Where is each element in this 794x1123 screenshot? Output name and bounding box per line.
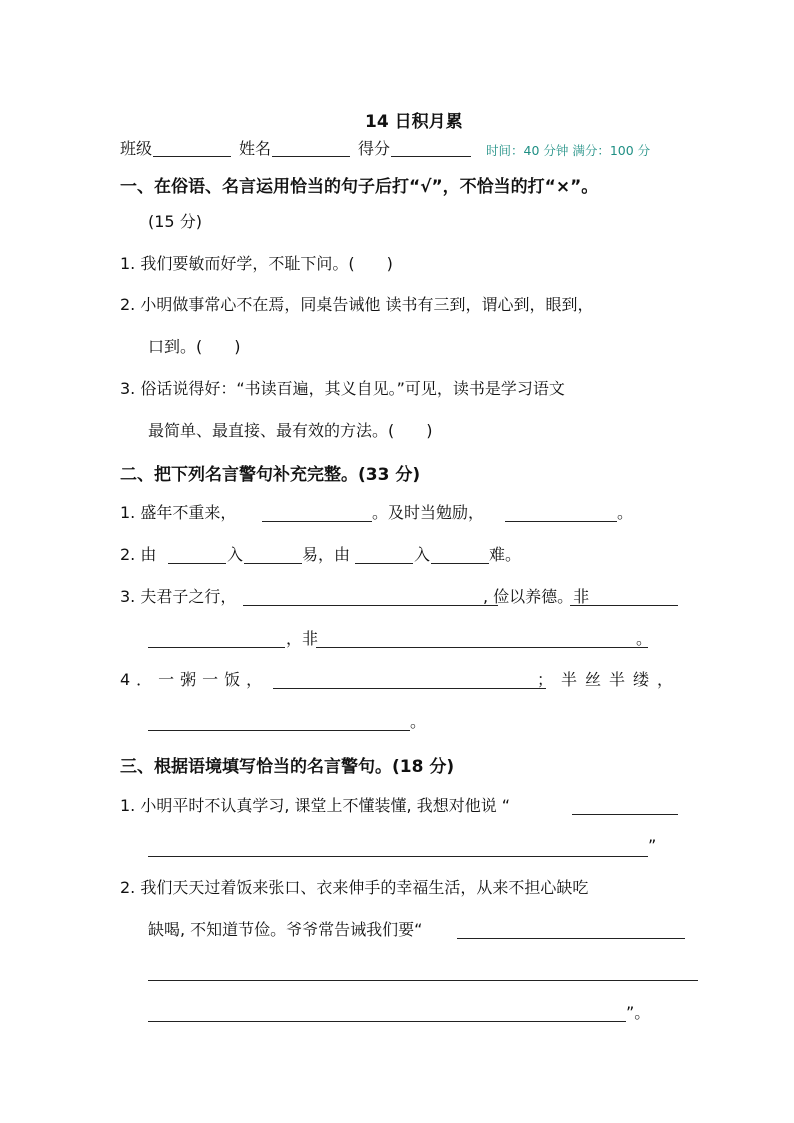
page-title: 14 日积月累 [365, 112, 463, 132]
section2-q1-blank1[interactable] [262, 521, 372, 522]
section2-q1-c: 。 [617, 503, 634, 522]
section3-q2-blank3[interactable] [148, 1021, 626, 1022]
section3-q2-line2: 缺喝, 不知道节俭。爷爷常告诫我们要“ [148, 920, 423, 939]
section2-q4-b: ；半丝半缕， [537, 670, 682, 689]
score-label: 得分 [358, 139, 391, 158]
section2-q4-c: 。 [410, 712, 427, 731]
section2-q2-c: 易，由 [302, 545, 351, 564]
section2-q4-blank2[interactable] [148, 730, 410, 731]
name-blank[interactable] [272, 156, 350, 157]
section3-q2-blank2[interactable] [148, 980, 698, 981]
section1-q3-line1: 3. 俗话说得好：“书读百遍，其义自见。”可见，读书是学习语文 [120, 379, 565, 398]
section2-q3-blank2[interactable] [570, 605, 678, 606]
section3-q2-line1: 2. 我们天天过着饭来张口、衣来伸手的幸福生活，从来不担心缺吃 [120, 878, 589, 897]
section3-q1-a: 1. 小明平时不认真学习, 课堂上不懂装懂, 我想对他说 “ [120, 796, 511, 815]
section1-q2-line1: 2. 小明做事常心不在焉，同桌告诫他 读书有三到，谓心到，眼到， [120, 295, 594, 314]
section3-q1-b: ” [648, 836, 657, 855]
section3-q2-blank1[interactable] [457, 938, 685, 939]
section1-q2-line2: 口到。( ) [148, 337, 241, 356]
section1-heading: 一、在俗语、名言运用恰当的句子后打“√”，不恰当的打“×”。 [120, 177, 599, 197]
section2-q1-b: 。及时当勉励， [372, 503, 485, 522]
class-blank[interactable] [153, 156, 231, 157]
time-info: 时间：40 分钟 满分：100 分 [486, 143, 651, 158]
section2-heading: 二、把下列名言警句补充完整。(33 分) [120, 465, 421, 485]
section1-q3-line2: 最简单、最直接、最有效的方法。( ) [148, 421, 433, 440]
section2-q2-blank1[interactable] [168, 563, 226, 564]
section2-q2-e: 难。 [489, 545, 522, 564]
score-blank[interactable] [391, 156, 471, 157]
section2-q1-blank2[interactable] [505, 521, 617, 522]
section2-q1-a: 1. 盛年不重来， [120, 503, 237, 522]
section2-q3-c: ，非 [286, 629, 319, 648]
section2-q3-b: , 俭以养德。非 [483, 587, 590, 606]
section2-q3-a: 3. 夫君子之行， [120, 587, 237, 606]
section2-q3-blank1[interactable] [243, 605, 498, 606]
section1-score: (15 分) [148, 212, 202, 231]
section3-q1-blank1[interactable] [572, 814, 678, 815]
section2-q4-blank1[interactable] [273, 688, 546, 689]
section2-q4-a: 4．一粥一饭， [120, 670, 269, 689]
section3-q1-blank2[interactable] [148, 856, 648, 857]
class-label: 班级 [120, 139, 153, 158]
section2-q2-b: 入 [227, 545, 244, 564]
section2-q3-d: 。 [636, 629, 653, 648]
section2-q2-blank3[interactable] [355, 563, 413, 564]
section2-q2-blank2[interactable] [244, 563, 302, 564]
section1-q1: 1. 我们要敏而好学，不耻下问。( ) [120, 254, 393, 273]
section2-q3-blank4[interactable] [316, 647, 648, 648]
section2-q2-blank4[interactable] [431, 563, 489, 564]
section3-q2-end: ”。 [626, 1003, 651, 1022]
section2-q3-blank3[interactable] [148, 647, 285, 648]
section2-q2-d: 入 [414, 545, 431, 564]
section2-q2-a: 2. 由 [120, 545, 157, 564]
section3-heading: 三、根据语境填写恰当的名言警句。(18 分) [120, 757, 455, 777]
name-label: 姓名 [239, 139, 272, 158]
